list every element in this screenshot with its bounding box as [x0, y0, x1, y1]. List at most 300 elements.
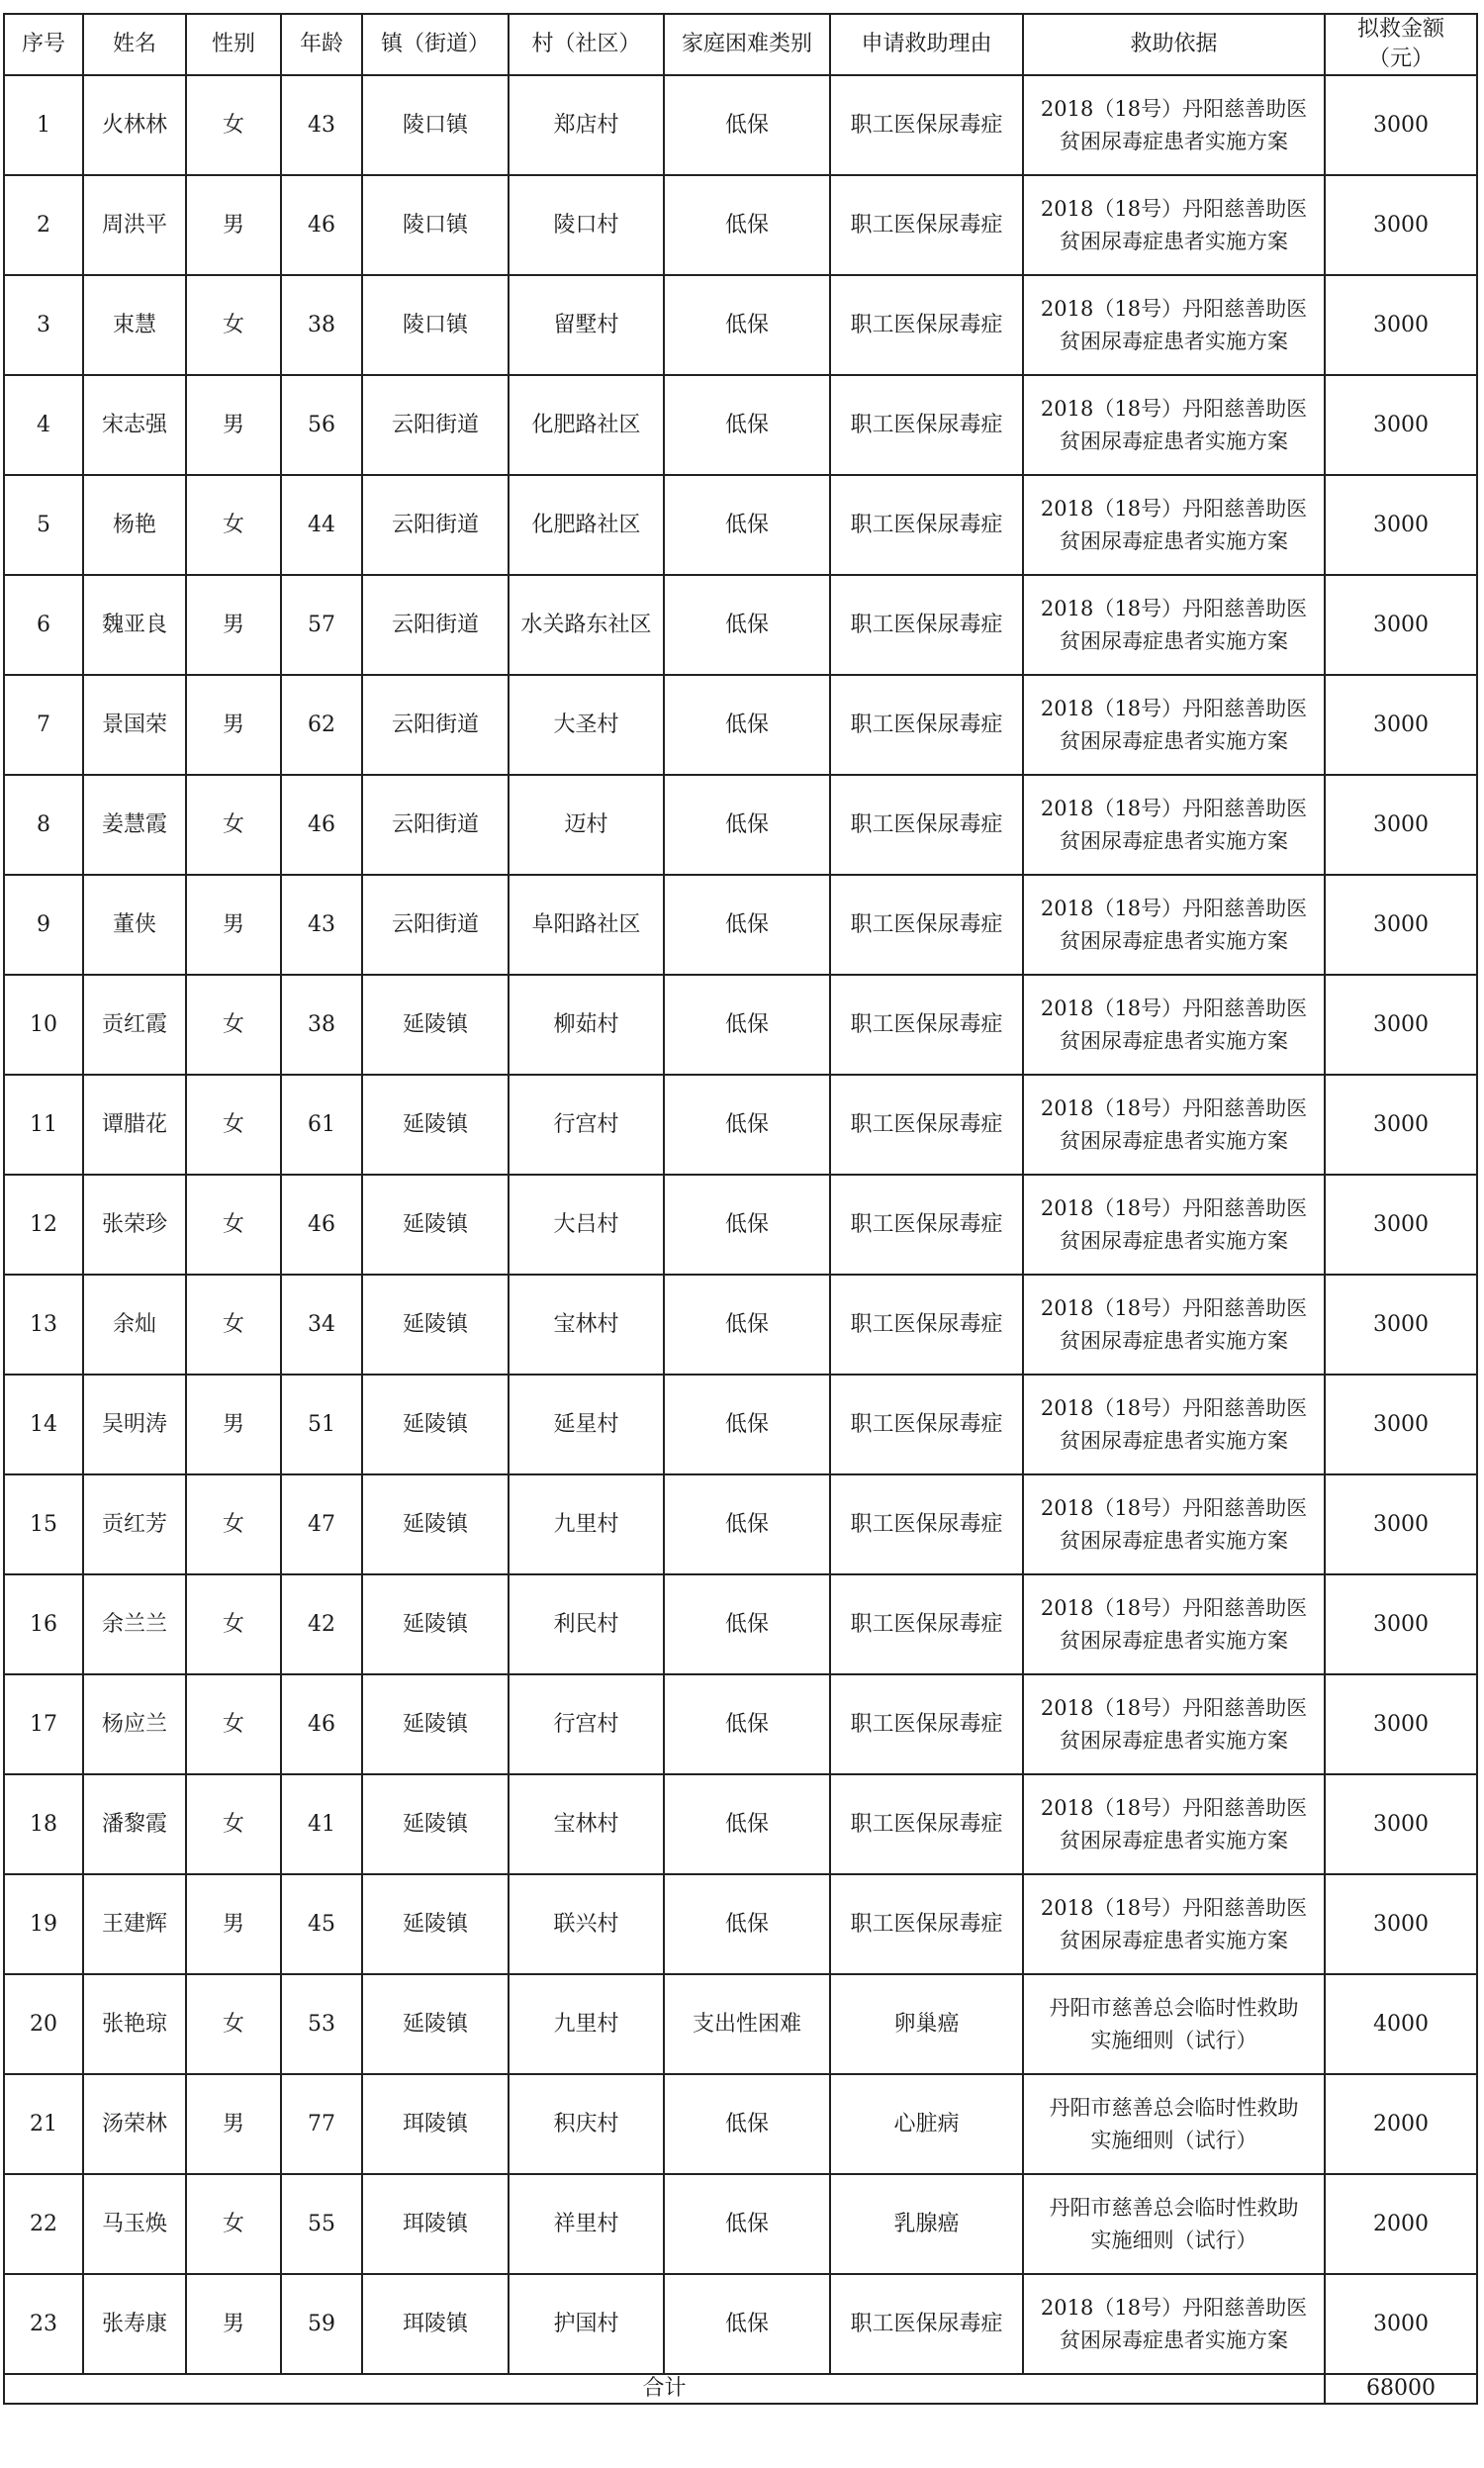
cell-town: 延陵镇 [362, 1974, 509, 2074]
cell-village: 大吕村 [509, 1175, 664, 1275]
relief-list-sheet [3, 13, 1478, 2405]
cell-reason: 职工医保尿毒症 [830, 975, 1023, 1075]
cell-basis-line2: 贫困尿毒症患者实施方案 [1060, 129, 1288, 153]
cell-hardship: 低保 [664, 675, 830, 775]
cell-basis-line2: 贫困尿毒症患者实施方案 [1060, 1828, 1288, 1852]
cell-seq: 21 [4, 2074, 83, 2174]
cell-gender: 女 [186, 1974, 281, 2074]
cell-amount: 3000 [1325, 1075, 1477, 1175]
cell-basis-line1: 2018（18号）丹阳慈善助医 [1040, 196, 1308, 221]
cell-seq: 18 [4, 1774, 83, 1874]
cell-amount: 3000 [1325, 1574, 1477, 1674]
cell-basis-line1: 2018（18号）丹阳慈善助医 [1040, 1895, 1308, 1920]
total-label: 合计 [4, 2374, 1325, 2404]
cell-town: 云阳街道 [362, 775, 509, 875]
cell-basis [1023, 1674, 1325, 1774]
cell-age: 43 [281, 875, 362, 975]
cell-amount: 3000 [1325, 1774, 1477, 1874]
cell-seq: 10 [4, 975, 83, 1075]
cell-hardship: 低保 [664, 2174, 830, 2274]
cell-amount: 3000 [1325, 875, 1477, 975]
cell-hardship: 低保 [664, 475, 830, 575]
cell-gender: 女 [186, 975, 281, 1075]
cell-hardship: 低保 [664, 1275, 830, 1375]
cell-basis-line1: 2018（18号）丹阳慈善助医 [1040, 796, 1308, 820]
cell-town: 延陵镇 [362, 1175, 509, 1275]
cell-gender: 男 [186, 1874, 281, 1974]
cell-gender: 女 [186, 1175, 281, 1275]
cell-seq: 3 [4, 275, 83, 375]
cell-amount: 3000 [1325, 775, 1477, 875]
cell-hardship: 低保 [664, 175, 830, 275]
cell-age: 44 [281, 475, 362, 575]
cell-town: 陵口镇 [362, 275, 509, 375]
relief-recipient-table [3, 13, 1478, 2405]
cell-basis [1023, 75, 1325, 175]
table-row [4, 75, 1477, 175]
table-row [4, 575, 1477, 675]
cell-amount: 3000 [1325, 675, 1477, 775]
cell-seq: 5 [4, 475, 83, 575]
table-row [4, 1574, 1477, 1674]
cell-reason: 职工医保尿毒症 [830, 875, 1023, 975]
cell-age: 59 [281, 2274, 362, 2374]
header-gender: 性别 [186, 14, 281, 75]
cell-seq: 17 [4, 1674, 83, 1774]
cell-village: 九里村 [509, 1474, 664, 1574]
cell-basis-line1: 2018（18号）丹阳慈善助医 [1040, 1795, 1308, 1820]
cell-age: 38 [281, 275, 362, 375]
cell-age: 41 [281, 1774, 362, 1874]
cell-basis [1023, 1175, 1325, 1275]
cell-age: 61 [281, 1075, 362, 1175]
table-row [4, 675, 1477, 775]
cell-reason: 职工医保尿毒症 [830, 1175, 1023, 1275]
cell-town: 延陵镇 [362, 1474, 509, 1574]
cell-town: 珥陵镇 [362, 2074, 509, 2174]
table-row [4, 1974, 1477, 2074]
cell-gender: 女 [186, 1774, 281, 1874]
cell-basis-line2: 贫困尿毒症患者实施方案 [1060, 528, 1288, 553]
table-row [4, 1275, 1477, 1375]
cell-town: 陵口镇 [362, 75, 509, 175]
cell-basis-line2: 贫困尿毒症患者实施方案 [1060, 1128, 1288, 1153]
table-row [4, 375, 1477, 475]
cell-town: 珥陵镇 [362, 2274, 509, 2374]
cell-reason: 职工医保尿毒症 [830, 1874, 1023, 1974]
cell-basis [1023, 1974, 1325, 2074]
cell-basis [1023, 1275, 1325, 1375]
cell-gender: 男 [186, 575, 281, 675]
cell-basis-line2: 贫困尿毒症患者实施方案 [1060, 329, 1288, 353]
cell-basis-line2: 贫困尿毒症患者实施方案 [1060, 628, 1288, 653]
cell-age: 55 [281, 2174, 362, 2274]
cell-town: 云阳街道 [362, 875, 509, 975]
cell-village: 陵口村 [509, 175, 664, 275]
cell-village: 祥里村 [509, 2174, 664, 2274]
cell-basis-line2: 贫困尿毒症患者实施方案 [1060, 728, 1288, 753]
cell-basis-line1: 2018（18号）丹阳慈善助医 [1040, 496, 1308, 521]
cell-hardship: 低保 [664, 1075, 830, 1175]
cell-basis-line2: 贫困尿毒症患者实施方案 [1060, 1628, 1288, 1653]
cell-reason: 职工医保尿毒症 [830, 1474, 1023, 1574]
cell-gender: 男 [186, 2074, 281, 2174]
cell-amount: 3000 [1325, 1275, 1477, 1375]
cell-seq: 15 [4, 1474, 83, 1574]
cell-town: 延陵镇 [362, 1674, 509, 1774]
cell-hardship: 支出性困难 [664, 1974, 830, 2074]
cell-village: 水关路东社区 [509, 575, 664, 675]
cell-seq: 19 [4, 1874, 83, 1974]
cell-hardship: 低保 [664, 775, 830, 875]
cell-amount: 3000 [1325, 1474, 1477, 1574]
cell-hardship: 低保 [664, 575, 830, 675]
cell-name: 杨艳 [83, 475, 186, 575]
table-row [4, 2274, 1477, 2374]
table-row [4, 2074, 1477, 2174]
cell-age: 46 [281, 775, 362, 875]
cell-basis-line2: 贫困尿毒症患者实施方案 [1060, 1328, 1288, 1353]
cell-basis [1023, 475, 1325, 575]
cell-name: 火林林 [83, 75, 186, 175]
cell-hardship: 低保 [664, 1874, 830, 1974]
table-row [4, 475, 1477, 575]
cell-basis-line1: 2018（18号）丹阳慈善助医 [1040, 1695, 1308, 1720]
cell-name: 董侠 [83, 875, 186, 975]
cell-amount: 3000 [1325, 1375, 1477, 1474]
header-reason: 申请救助理由 [830, 14, 1023, 75]
cell-basis-line1: 2018（18号）丹阳慈善助医 [1040, 1595, 1308, 1620]
cell-basis-line2: 贫困尿毒症患者实施方案 [1060, 229, 1288, 253]
cell-village: 利民村 [509, 1574, 664, 1674]
cell-basis-line1: 丹阳市慈善总会临时性救助 [1049, 2195, 1299, 2220]
cell-basis [1023, 1574, 1325, 1674]
cell-gender: 男 [186, 875, 281, 975]
cell-name: 贡红霞 [83, 975, 186, 1075]
cell-amount: 2000 [1325, 2174, 1477, 2274]
cell-reason: 职工医保尿毒症 [830, 375, 1023, 475]
cell-age: 46 [281, 1175, 362, 1275]
cell-name: 张艳琼 [83, 1974, 186, 2074]
cell-name: 谭腊花 [83, 1075, 186, 1175]
cell-age: 45 [281, 1874, 362, 1974]
cell-basis-line1: 2018（18号）丹阳慈善助医 [1040, 2295, 1308, 2320]
cell-town: 云阳街道 [362, 375, 509, 475]
header-village: 村（社区） [509, 14, 664, 75]
cell-hardship: 低保 [664, 975, 830, 1075]
cell-basis-line2: 贫困尿毒症患者实施方案 [1060, 928, 1288, 953]
cell-amount: 3000 [1325, 1175, 1477, 1275]
cell-age: 56 [281, 375, 362, 475]
cell-amount: 3000 [1325, 475, 1477, 575]
cell-name: 余兰兰 [83, 1574, 186, 1674]
table-row [4, 1175, 1477, 1275]
cell-name: 张寿康 [83, 2274, 186, 2374]
cell-seq: 20 [4, 1974, 83, 2074]
cell-basis [1023, 1874, 1325, 1974]
cell-age: 57 [281, 575, 362, 675]
cell-town: 延陵镇 [362, 1275, 509, 1375]
cell-village: 九里村 [509, 1974, 664, 2074]
cell-basis-line2: 贫困尿毒症患者实施方案 [1060, 1428, 1288, 1453]
cell-basis [1023, 175, 1325, 275]
cell-age: 77 [281, 2074, 362, 2174]
cell-age: 51 [281, 1375, 362, 1474]
cell-village: 阜阳路社区 [509, 875, 664, 975]
cell-basis [1023, 2074, 1325, 2174]
cell-town: 珥陵镇 [362, 2174, 509, 2274]
cell-basis-line2: 实施细则（试行） [1090, 2228, 1257, 2252]
cell-seq: 11 [4, 1075, 83, 1175]
cell-gender: 男 [186, 375, 281, 475]
table-row [4, 275, 1477, 375]
cell-village: 大圣村 [509, 675, 664, 775]
cell-seq: 22 [4, 2174, 83, 2274]
cell-name: 余灿 [83, 1275, 186, 1375]
cell-reason: 职工医保尿毒症 [830, 675, 1023, 775]
cell-hardship: 低保 [664, 75, 830, 175]
cell-basis [1023, 775, 1325, 875]
cell-hardship: 低保 [664, 275, 830, 375]
cell-seq: 4 [4, 375, 83, 475]
cell-name: 姜慧霞 [83, 775, 186, 875]
cell-town: 延陵镇 [362, 1375, 509, 1474]
cell-age: 46 [281, 1674, 362, 1774]
cell-amount: 3000 [1325, 1874, 1477, 1974]
table-row [4, 775, 1477, 875]
cell-gender: 女 [186, 275, 281, 375]
table-row [4, 1375, 1477, 1474]
table-row [4, 1474, 1477, 1574]
cell-name: 景国荣 [83, 675, 186, 775]
cell-basis-line2: 贫困尿毒症患者实施方案 [1060, 1528, 1288, 1553]
cell-hardship: 低保 [664, 1774, 830, 1874]
cell-gender: 男 [186, 675, 281, 775]
cell-seq: 12 [4, 1175, 83, 1275]
cell-village: 积庆村 [509, 2074, 664, 2174]
cell-village: 柳茹村 [509, 975, 664, 1075]
cell-reason: 职工医保尿毒症 [830, 75, 1023, 175]
cell-name: 张荣珍 [83, 1175, 186, 1275]
cell-basis-line2: 贫困尿毒症患者实施方案 [1060, 1928, 1288, 1952]
header-name: 姓名 [83, 14, 186, 75]
table-row [4, 2174, 1477, 2274]
cell-seq: 8 [4, 775, 83, 875]
cell-hardship: 低保 [664, 1375, 830, 1474]
cell-town: 陵口镇 [362, 175, 509, 275]
cell-seq: 2 [4, 175, 83, 275]
cell-name: 马玉焕 [83, 2174, 186, 2274]
cell-age: 47 [281, 1474, 362, 1574]
total-amount: 68000 [1325, 2374, 1477, 2404]
cell-reason: 职工医保尿毒症 [830, 175, 1023, 275]
cell-basis-line1: 2018（18号）丹阳慈善助医 [1040, 296, 1308, 321]
cell-name: 吴明涛 [83, 1375, 186, 1474]
cell-basis [1023, 2274, 1325, 2374]
cell-basis-line2: 贫困尿毒症患者实施方案 [1060, 428, 1288, 453]
cell-seq: 6 [4, 575, 83, 675]
cell-village: 宝林村 [509, 1774, 664, 1874]
cell-village: 留墅村 [509, 275, 664, 375]
cell-reason: 职工医保尿毒症 [830, 1075, 1023, 1175]
cell-amount: 3000 [1325, 375, 1477, 475]
cell-basis-line1: 2018（18号）丹阳慈善助医 [1040, 696, 1308, 720]
cell-town: 延陵镇 [362, 975, 509, 1075]
cell-basis [1023, 975, 1325, 1075]
header-hardship: 家庭困难类别 [664, 14, 830, 75]
cell-village: 宝林村 [509, 1275, 664, 1375]
cell-basis-line2: 贫困尿毒症患者实施方案 [1060, 1228, 1288, 1253]
cell-gender: 男 [186, 2274, 281, 2374]
cell-reason: 心脏病 [830, 2074, 1023, 2174]
cell-town: 延陵镇 [362, 1874, 509, 1974]
cell-village: 化肥路社区 [509, 375, 664, 475]
cell-age: 42 [281, 1574, 362, 1674]
header-amount-line2: （元） [1367, 47, 1434, 71]
cell-reason: 职工医保尿毒症 [830, 475, 1023, 575]
table-body [4, 75, 1477, 2374]
cell-basis [1023, 1375, 1325, 1474]
cell-reason: 卵巢癌 [830, 1974, 1023, 2074]
cell-hardship: 低保 [664, 2274, 830, 2374]
cell-basis [1023, 2174, 1325, 2274]
cell-basis-line2: 贫困尿毒症患者实施方案 [1060, 828, 1288, 853]
cell-reason: 职工医保尿毒症 [830, 775, 1023, 875]
cell-gender: 女 [186, 2174, 281, 2274]
cell-name: 束慧 [83, 275, 186, 375]
header-age: 年龄 [281, 14, 362, 75]
cell-gender: 女 [186, 1075, 281, 1175]
cell-town: 云阳街道 [362, 475, 509, 575]
cell-basis [1023, 375, 1325, 475]
cell-basis-line2: 贫困尿毒症患者实施方案 [1060, 2327, 1288, 2352]
cell-name: 王建辉 [83, 1874, 186, 1974]
table-row [4, 975, 1477, 1075]
cell-name: 魏亚良 [83, 575, 186, 675]
header-amount-line1: 拟救金额 [1356, 17, 1444, 42]
table-row [4, 1075, 1477, 1175]
cell-reason: 职工医保尿毒症 [830, 1275, 1023, 1375]
cell-reason: 职工医保尿毒症 [830, 1375, 1023, 1474]
cell-basis-line1: 2018（18号）丹阳慈善助医 [1040, 1095, 1308, 1120]
cell-basis [1023, 1774, 1325, 1874]
header-amount [1325, 14, 1477, 75]
cell-gender: 女 [186, 1474, 281, 1574]
table-row [4, 1774, 1477, 1874]
cell-amount: 2000 [1325, 2074, 1477, 2174]
cell-age: 34 [281, 1275, 362, 1375]
cell-basis-line1: 2018（18号）丹阳慈善助医 [1040, 996, 1308, 1020]
cell-age: 53 [281, 1974, 362, 2074]
cell-gender: 女 [186, 775, 281, 875]
cell-village: 延星村 [509, 1375, 664, 1474]
cell-hardship: 低保 [664, 875, 830, 975]
cell-name: 宋志强 [83, 375, 186, 475]
cell-hardship: 低保 [664, 1574, 830, 1674]
table-row [4, 875, 1477, 975]
cell-basis-line1: 2018（18号）丹阳慈善助医 [1040, 1195, 1308, 1220]
cell-amount: 3000 [1325, 575, 1477, 675]
cell-basis-line1: 丹阳市慈善总会临时性救助 [1049, 2095, 1299, 2120]
cell-reason: 乳腺癌 [830, 2174, 1023, 2274]
cell-basis-line2: 实施细则（试行） [1090, 2128, 1257, 2152]
cell-town: 延陵镇 [362, 1574, 509, 1674]
cell-reason: 职工医保尿毒症 [830, 275, 1023, 375]
cell-basis-line1: 2018（18号）丹阳慈善助医 [1040, 96, 1308, 121]
cell-name: 周洪平 [83, 175, 186, 275]
cell-basis-line1: 2018（18号）丹阳慈善助医 [1040, 896, 1308, 920]
table-row [4, 1674, 1477, 1774]
cell-amount: 4000 [1325, 1974, 1477, 2074]
cell-amount: 3000 [1325, 975, 1477, 1075]
cell-age: 43 [281, 75, 362, 175]
cell-gender: 女 [186, 75, 281, 175]
cell-village: 护国村 [509, 2274, 664, 2374]
cell-basis [1023, 675, 1325, 775]
cell-amount: 3000 [1325, 75, 1477, 175]
cell-village: 郑店村 [509, 75, 664, 175]
cell-reason: 职工医保尿毒症 [830, 1674, 1023, 1774]
cell-basis-line2: 贫困尿毒症患者实施方案 [1060, 1728, 1288, 1753]
cell-basis-line1: 2018（18号）丹阳慈善助医 [1040, 1495, 1308, 1520]
cell-village: 联兴村 [509, 1874, 664, 1974]
header-basis: 救助依据 [1023, 14, 1325, 75]
cell-amount: 3000 [1325, 1674, 1477, 1774]
cell-name: 潘黎霞 [83, 1774, 186, 1874]
cell-age: 38 [281, 975, 362, 1075]
cell-seq: 14 [4, 1375, 83, 1474]
cell-basis-line1: 丹阳市慈善总会临时性救助 [1049, 1995, 1299, 2020]
cell-reason: 职工医保尿毒症 [830, 1574, 1023, 1674]
cell-amount: 3000 [1325, 175, 1477, 275]
cell-basis [1023, 1474, 1325, 1574]
cell-amount: 3000 [1325, 275, 1477, 375]
cell-reason: 职工医保尿毒症 [830, 2274, 1023, 2374]
cell-name: 汤荣林 [83, 2074, 186, 2174]
cell-seq: 9 [4, 875, 83, 975]
cell-basis-line1: 2018（18号）丹阳慈善助医 [1040, 596, 1308, 620]
cell-hardship: 低保 [664, 375, 830, 475]
total-row [4, 2374, 1477, 2404]
cell-village: 迈村 [509, 775, 664, 875]
cell-gender: 男 [186, 1375, 281, 1474]
cell-gender: 女 [186, 475, 281, 575]
cell-seq: 7 [4, 675, 83, 775]
cell-town: 延陵镇 [362, 1075, 509, 1175]
cell-gender: 女 [186, 1275, 281, 1375]
cell-basis-line2: 实施细则（试行） [1090, 2028, 1257, 2052]
cell-basis-line2: 贫困尿毒症患者实施方案 [1060, 1028, 1288, 1053]
cell-seq: 1 [4, 75, 83, 175]
cell-basis [1023, 1075, 1325, 1175]
cell-seq: 13 [4, 1275, 83, 1375]
cell-village: 行宫村 [509, 1674, 664, 1774]
header-town: 镇（街道） [362, 14, 509, 75]
cell-reason: 职工医保尿毒症 [830, 1774, 1023, 1874]
cell-gender: 女 [186, 1574, 281, 1674]
cell-name: 杨应兰 [83, 1674, 186, 1774]
cell-gender: 男 [186, 175, 281, 275]
cell-village: 化肥路社区 [509, 475, 664, 575]
cell-basis-line1: 2018（18号）丹阳慈善助医 [1040, 1395, 1308, 1420]
cell-town: 云阳街道 [362, 675, 509, 775]
cell-hardship: 低保 [664, 1674, 830, 1774]
cell-age: 46 [281, 175, 362, 275]
cell-seq: 16 [4, 1574, 83, 1674]
cell-gender: 女 [186, 1674, 281, 1774]
cell-basis-line1: 2018（18号）丹阳慈善助医 [1040, 1295, 1308, 1320]
cell-village: 行宫村 [509, 1075, 664, 1175]
